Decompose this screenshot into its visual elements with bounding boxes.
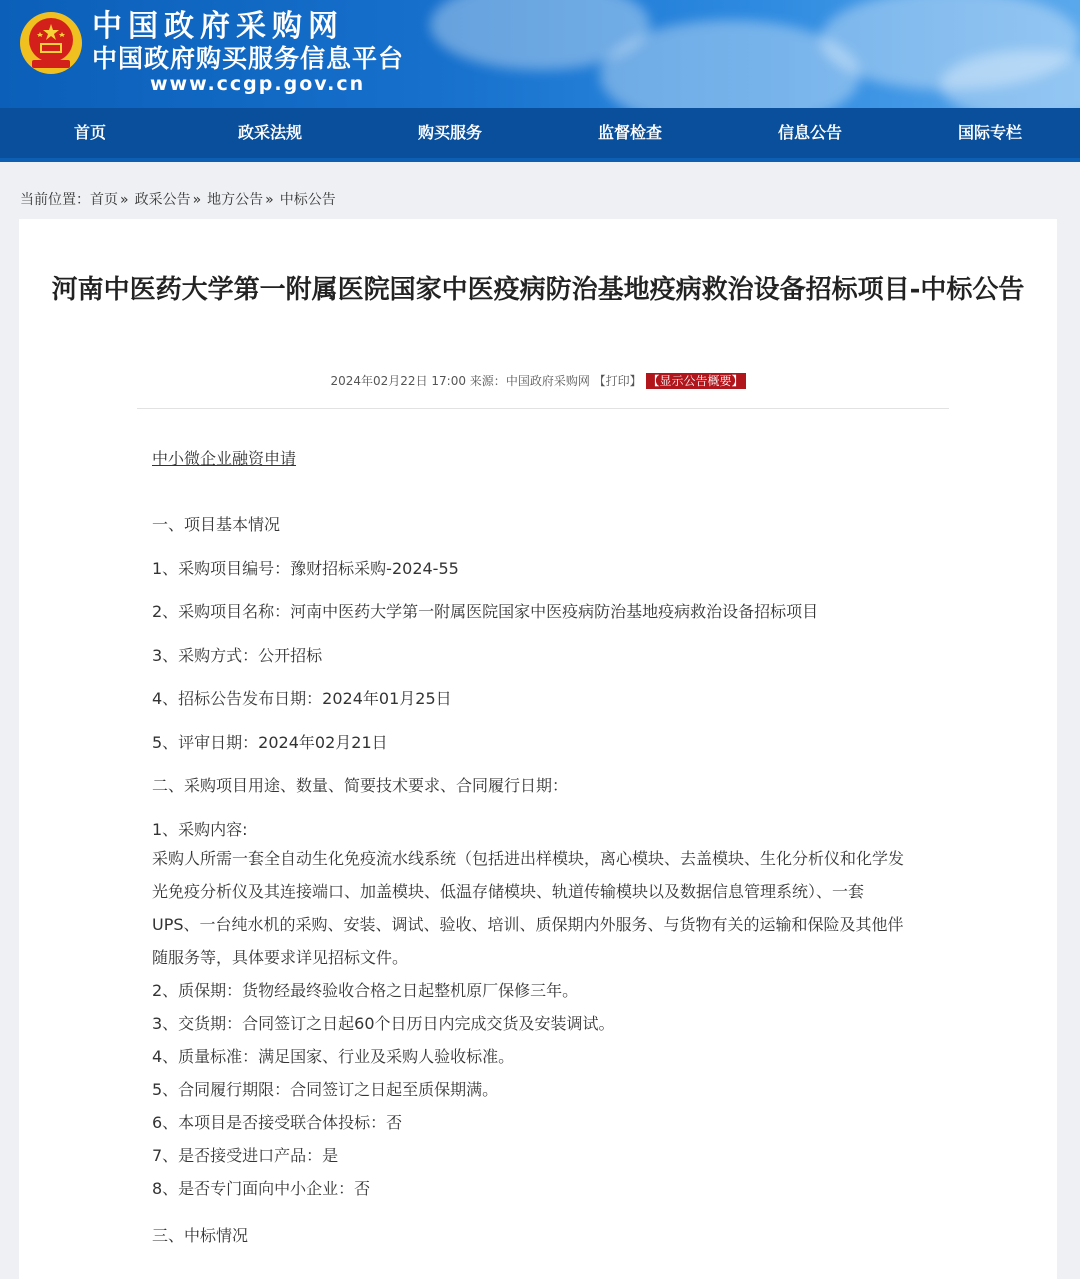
breadcrumb-home[interactable]: 首页 (90, 192, 118, 208)
breadcrumb-local-notices[interactable]: 地方公告 (207, 192, 264, 208)
section2-item: 5、合同履行期限：合同签订之日起至质保期满。 (152, 1079, 499, 1099)
section1-item: 3、采购方式：公开招标 (152, 645, 323, 665)
nav-item-supervision[interactable]: 监督检查 (597, 123, 662, 142)
national-emblem-icon (18, 10, 84, 76)
nav-item-announcements[interactable]: 信息公告 (777, 123, 842, 142)
site-url: www.ccgp.gov.cn (150, 73, 366, 95)
section2-content-line: 光免疫分析仪及其连接端口、加盖模块、低温存储模块、轨道传输模块以及数据信息管理系统）、一套 (152, 881, 865, 901)
source-label: 来源： (469, 374, 506, 388)
section2-content-label: 1、采购内容: (152, 819, 248, 839)
site-header (0, 0, 1080, 108)
show-summary-button[interactable]: 【显示公告概要】 (647, 374, 744, 388)
print-button[interactable]: 【打印】 (593, 374, 642, 388)
section1-heading: 一、项目基本情况 (152, 515, 281, 534)
section2-content-line: 随服务等，具体要求详见招标文件。 (152, 947, 409, 967)
article-card (19, 219, 1057, 1279)
section3-heading: 三、中标情况 (152, 1226, 249, 1245)
main-nav (0, 108, 1080, 162)
breadcrumb-procurement-notices[interactable]: 政采公告 (134, 192, 191, 208)
section1-item: 1、采购项目编号：豫财招标采购-2024-55 (152, 558, 459, 578)
section2-item: 3、交货期：合同签订之日起60个日历日内完成交货及安装调试。 (152, 1013, 615, 1033)
nav-item-purchase-services[interactable]: 购买服务 (417, 123, 482, 142)
breadcrumb-separator: » (265, 192, 274, 208)
site-title: 中国政府采购网 (92, 9, 344, 44)
breadcrumb-separator: » (192, 192, 202, 208)
finance-application-link[interactable]: 中小微企业融资申请 (152, 449, 297, 468)
nav-item-home[interactable]: 首页 (73, 123, 106, 142)
section2-item: 6、本项目是否接受联合体投标：否 (152, 1112, 403, 1132)
nav-item-international[interactable]: 国际专栏 (957, 123, 1022, 142)
section1-item: 2、采购项目名称：河南中医药大学第一附属医院国家中医疫病防治基地疫病救治设备招标项目 (152, 602, 819, 621)
section2-item: 8、是否专门面向中小企业：否 (152, 1178, 371, 1198)
breadcrumb-prefix: 当前位置： (20, 192, 90, 208)
section2-item: 2、质保期：货物经最终验收合格之日起整机原厂保修三年。 (152, 980, 579, 1000)
section2-item: 4、质量标准：满足国家、行业及采购人验收标准。 (152, 1046, 515, 1066)
section2-content-line: UPS、一台纯水机的采购、安装、调试、验收、培训、质保期内外服务、与货物有关的运输和保险及其他伴 (152, 914, 904, 934)
article-title: 河南中医药大学第一附属医院国家中医疫病防治基地疫病救治设备招标项目-中标公告 (51, 275, 1025, 305)
divider (137, 408, 949, 409)
article-meta (19, 372, 1057, 389)
section2-content-line: 采购人所需一套全自动生化免疫流水线系统（包括进出样模块，离心模块、去盖模块、生化分析仪和化学发 (152, 848, 905, 868)
article-content (152, 447, 952, 1248)
nav-item-regulations[interactable]: 政采法规 (237, 123, 302, 142)
section2-item: 7、是否接受进口产品：是 (152, 1145, 339, 1165)
publish-datetime: 2024年02月22日 17:00 (330, 374, 466, 388)
source-name: 中国政府采购网 (505, 374, 590, 388)
breadcrumb-award-notices[interactable]: 中标公告 (279, 192, 336, 208)
section2-heading: 二、采购项目用途、数量、简要技术要求、合同履行日期： (152, 776, 569, 795)
section1-item: 4、招标公告发布日期：2024年01月25日 (152, 689, 452, 708)
breadcrumb (0, 162, 1080, 224)
site-subtitle: 中国政府购买服务信息平台 (92, 44, 405, 73)
breadcrumb-separator: » (120, 192, 129, 208)
section1-item: 5、评审日期：2024年02月21日 (152, 732, 388, 752)
